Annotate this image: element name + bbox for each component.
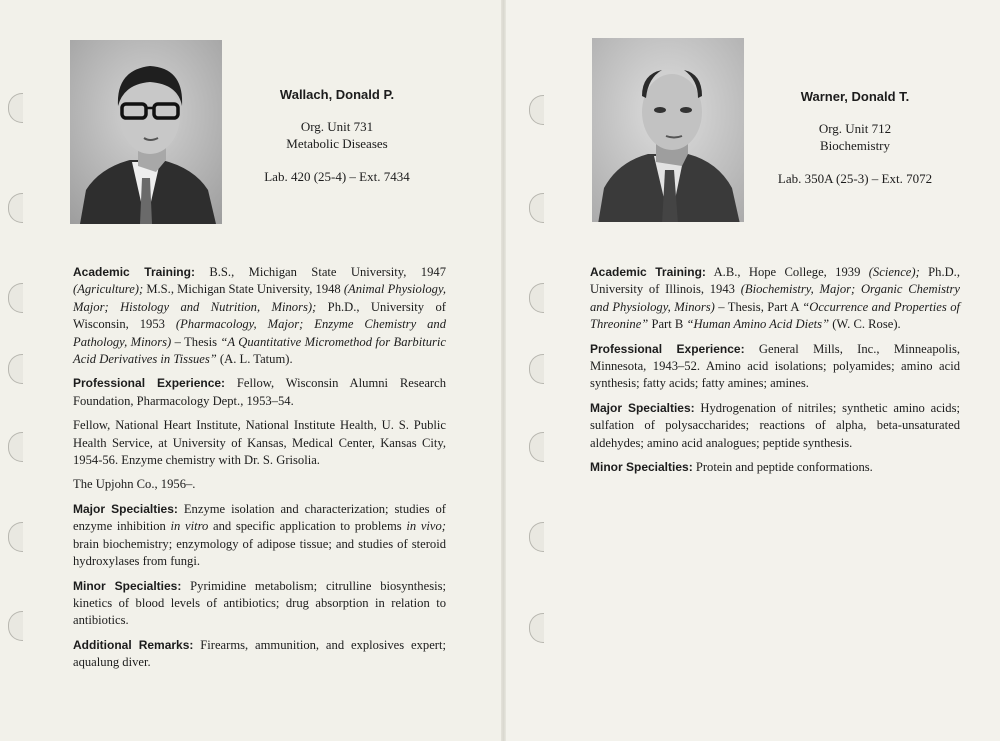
lab-extension: Lab. 420 (25-4) – Ext. 7434 xyxy=(264,169,410,184)
text: Part B xyxy=(648,317,687,332)
lab-extension: Lab. 350A (25-3) – Ext. 7072 xyxy=(777,171,933,186)
department: Biochemistry xyxy=(819,138,891,153)
text-italic: in vitro xyxy=(170,519,209,534)
text: A.B., Hope College, 1939 xyxy=(705,265,869,279)
text: Hydrogenation of nitriles; synthetic amino acids; sulfation of polysaccharides; reactions of alpha, beta-unsaturated aldehydes; amino acid analogues; peptide synthesis. xyxy=(590,400,960,450)
portrait-photo xyxy=(592,38,744,222)
text-italic: (Pharmacology, Major; Enzyme Chemistry and Pathology, Minors) xyxy=(73,317,446,349)
portrait-photo xyxy=(70,40,222,224)
professional-experience-continued: Fellow, National Heart Institute, National Institute Health, U. S. Public Health Service, at University of Kansas, Medical Center, Kansas City, 1954-56. Enzyme chemistry with Dr. S. Grisolia. xyxy=(73,418,446,468)
text: (A. L. Tatum). xyxy=(216,352,293,367)
text: Protein and peptide conformations. xyxy=(692,460,873,475)
section-label: Additional Remarks: xyxy=(73,637,194,652)
section-label: Professional Experience: xyxy=(590,341,745,356)
text: – Thesis, Part A xyxy=(714,299,803,314)
text: and specific application to problems xyxy=(208,519,407,534)
text-italic: in vivo; xyxy=(406,519,446,534)
person-name: Wallach, Donald P. xyxy=(279,87,395,102)
org-unit: Org. Unit 731 xyxy=(300,119,374,134)
text: General Mills, Inc., Minneapolis, Minnesota, 1943–52. Amino acid isolations; polyamides; amino acid synthesis; fatty acids; fatty amines; amines. xyxy=(590,341,960,391)
text: brain biochemistry; enzymology of adipose tissue; and studies of steroid hydroxylases from fungi. xyxy=(73,536,446,569)
text-italic: “Human Amino Acid Diets” xyxy=(686,317,830,332)
text-italic: “A Quantitative Micromethod for Barbituric Acid Derivatives in Tissues” xyxy=(73,334,446,367)
profile-header xyxy=(232,86,442,185)
text: M.S., Michigan State University, 1948 xyxy=(143,282,344,297)
text-italic: (Science); xyxy=(868,265,920,279)
section-label: Minor Specialties: xyxy=(73,578,182,593)
department: Metabolic Diseases xyxy=(286,136,388,151)
professional-experience xyxy=(73,375,446,410)
section-label: Major Specialties: xyxy=(590,400,695,415)
major-specialties xyxy=(73,501,446,571)
org-unit: Org. Unit 712 xyxy=(818,121,892,136)
text: Fellow, Wisconsin Alumni Research Foundation, Pharmacology Dept., 1953–54. xyxy=(73,376,447,408)
text-italic: (Agriculture); xyxy=(73,282,144,297)
profile-body xyxy=(73,264,446,679)
profile-header xyxy=(750,88,960,187)
academic-training xyxy=(590,264,960,334)
section-label: Minor Specialties: xyxy=(590,460,693,475)
minor-specialties xyxy=(590,459,960,476)
additional-remarks xyxy=(73,637,446,672)
section-label: Academic Training: xyxy=(73,265,195,279)
text: Ph.D., University of Illinois, 1943 xyxy=(590,265,960,297)
portrait-illustration xyxy=(592,38,744,222)
minor-specialties xyxy=(73,578,446,630)
text: Firearms, ammunition, and explosives expert; aqualung diver. xyxy=(73,637,446,670)
person-name: Warner, Donald T. xyxy=(800,89,910,104)
text: Enzyme isolation and characterization; studies of enzyme inhibition xyxy=(73,501,446,534)
text-italic: “Occurrence and Properties of Threonine” xyxy=(590,299,960,332)
text: B.S., Michigan State University, 1947 xyxy=(194,265,446,279)
academic-training xyxy=(73,264,446,368)
professional-experience xyxy=(590,341,960,393)
text: (W. C. Rose). xyxy=(829,317,901,332)
text: Ph.D., University of Wisconsin, 1953 xyxy=(73,299,446,332)
text: Pyrimidine metabolism; citrulline biosynthesis; kinetics of blood levels of antibiotics; drug absorption in relation to antibiotics. xyxy=(73,578,446,628)
text: – Thesis xyxy=(171,334,221,349)
professional-experience-current: The Upjohn Co., 1956–. xyxy=(73,477,196,492)
profile-body xyxy=(590,264,960,483)
section-label: Professional Experience: xyxy=(73,376,226,391)
portrait-illustration xyxy=(70,40,222,224)
page-gutter xyxy=(501,0,506,741)
section-label: Academic Training: xyxy=(590,265,706,279)
text-italic: (Animal Physiology, Major; Histology and Nutrition, Minors); xyxy=(73,282,446,314)
text-italic: (Biochemistry, Major; Organic Chemistry and Physiology, Minors) xyxy=(590,282,960,314)
section-label: Major Specialties: xyxy=(73,501,178,516)
major-specialties xyxy=(590,400,960,452)
